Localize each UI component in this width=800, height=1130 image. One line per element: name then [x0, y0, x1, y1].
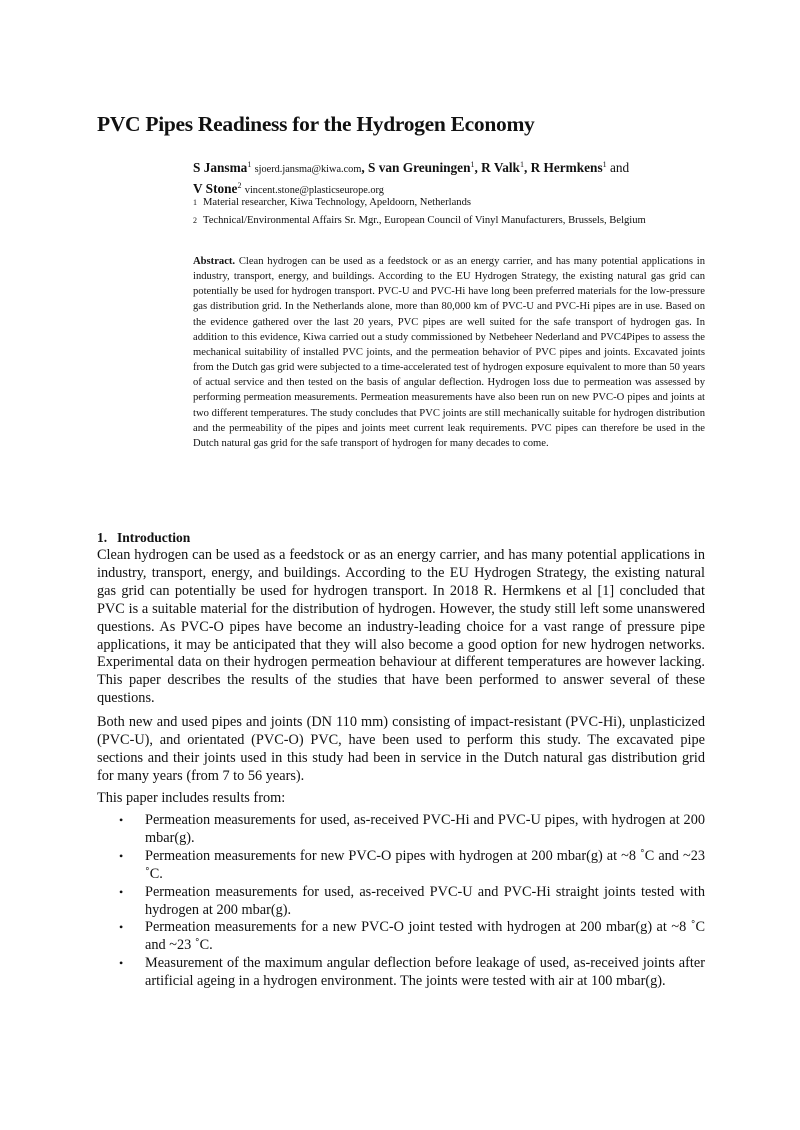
paper-title: PVC Pipes Readiness for the Hydrogen Economy — [97, 112, 535, 136]
bullet-icon: • — [119, 956, 124, 971]
list-item — [97, 919, 705, 955]
author-affiliation-mark: 2 — [237, 181, 242, 190]
author-separator: , — [361, 160, 365, 175]
body-paragraph: This paper includes results from: — [97, 790, 286, 806]
list-item — [97, 884, 705, 920]
abstract-text: Clean hydrogen can be used as a feedstock or as an energy carrier, and has many potential applications in industry, transport, energy, and buildings. According to the EU Hydrogen Strategy, the existing natural gas grid can potentially be used for hydrogen transport. PVC-U and PVC-Hi have long been preferred materials for the low-pressure gas distribution grid. In the Netherlands alone, more than 80,000 km of PVC-U and PVC-Hi pipes are in use. Based on the evidence gathered over the last 20 years, PVC pipes are well suited for the safe transport of hydrogen gas. In addition to this evidence, Kiwa carried out a study commissioned by Netbeheer Nederland and PVC4Pipes to assess the mechanical suitability of installed PVC joints, and the permeation behavior of PVC pipes and joints. Excavated joints from the Dutch gas grid were subjected to a time-accelerated test of hydrogen exposure equivalent to more than 50 years of actual service and then tested on the basis of angular deflection. Hydrogen loss due to permeation was assessed by performing permeation measurements. Permeation measurements have also been run on new PVC-O pipes and joints at two different temperatures. The study concludes that PVC joints are still mechanically suitable for hydrogen distribution and the permeability of the pipes and joints meet current leak requirements. PVC pipes can therefore be used in the Dutch natural gas grid for the safe transport of hydrogen for many decades to come. — [193, 256, 705, 449]
affiliation-mark: 2 — [193, 216, 197, 225]
results-list — [97, 812, 705, 991]
author-separator: , — [474, 160, 478, 175]
affiliation-text: Material researcher, Kiwa Technology, Apeldoorn, Netherlands — [203, 197, 471, 208]
body-paragraph: Clean hydrogen can be used as a feedstock or as an energy carrier, and has many potential applications in industry, transport, energy, and buildings. According to the EU Hydrogen Strategy, the existing natural gas grid can potentially be used for hydrogen transport. In 2018 R. Hermkens et al [1] concluded that PVC is a suitable material for the distribution of hydrogen. However, the study still left some unanswered questions. As PVC-O pipes have become an industry-leading choice for a vast range of pressure pipe applications, it may be anticipated that they will also become a good option for new hydrogen networks. Experimental data on their hydrogen permeation behaviour at different temperatures are however lacking. This paper describes the results of the studies that have been performed to answer several of these questions. — [97, 547, 705, 707]
affiliation — [193, 195, 705, 211]
bullet-icon: • — [119, 920, 124, 935]
section-title: Introduction — [117, 530, 191, 545]
author-affiliation-mark: 1 — [470, 160, 475, 169]
author-name: R Valk — [481, 160, 520, 175]
affiliation-text: Technical/Environmental Affairs Sr. Mgr., European Council of Vinyl Manufacturers, Brussels, Belgium — [203, 215, 646, 226]
bullet-icon: • — [119, 813, 124, 827]
list-item-text: Permeation measurements for a new PVC-O joint tested with hydrogen at 200 mbar(g) at ~8 ˚C and ~23 ˚C. — [145, 919, 705, 954]
author-name: V Stone — [193, 181, 238, 196]
author-name: R Hermkens — [530, 160, 603, 175]
author-affiliation-mark: 1 — [519, 160, 524, 169]
list-item — [97, 848, 705, 884]
author-email: vincent.stone@plasticseurope.org — [244, 185, 384, 196]
affiliation-mark: 1 — [193, 198, 197, 207]
section-number: 1. — [97, 530, 108, 545]
list-item-text: Permeation measurements for new PVC-O pipes with hydrogen at 200 mbar(g) at ~8 ˚C and ~23 ˚C. — [145, 847, 705, 882]
bullet-icon: • — [119, 848, 124, 863]
list-item-text: Permeation measurements for used, as-received PVC-U and PVC-Hi straight joints tested with hydrogen at 200 mbar(g). — [145, 883, 705, 918]
bullet-icon: • — [119, 884, 124, 899]
list-item-text: Permeation measurements for used, as-received PVC-Hi and PVC-U pipes, with hydrogen at 200 mbar(g). — [145, 812, 705, 846]
list-item — [97, 955, 705, 991]
author-affiliation-mark: 1 — [602, 160, 607, 169]
affiliation — [193, 213, 705, 229]
list-item — [97, 812, 705, 848]
list-item-text: Measurement of the maximum angular deflection before leakage of used, as-received joints after artificial ageing in a hydrogen environment. The joints were tested with air at 100 mbar(g). — [145, 955, 705, 990]
author-list — [193, 158, 705, 200]
author-affiliation-mark: 1 — [247, 160, 252, 169]
abstract — [193, 254, 705, 451]
author-name: S Jansma — [193, 160, 248, 175]
author-name: S van Greuningen — [368, 160, 471, 175]
abstract-label: Abstract. — [193, 256, 236, 267]
author-email: sjoerd.jansma@kiwa.com — [254, 164, 362, 175]
author-separator: and — [609, 160, 630, 175]
body-paragraph: Both new and used pipes and joints (DN 110 mm) consisting of impact-resistant (PVC-Hi), unplasticized (PVC-U), and orientated (PVC-O) PVC, have been used to perform this study. The excavated pipe sections and their joints used in this study had been in service in the Dutch natural gas distribution grid for many years (from 7 to 56 years). — [97, 714, 705, 784]
author-separator: , — [523, 160, 528, 175]
section-heading — [97, 530, 190, 546]
